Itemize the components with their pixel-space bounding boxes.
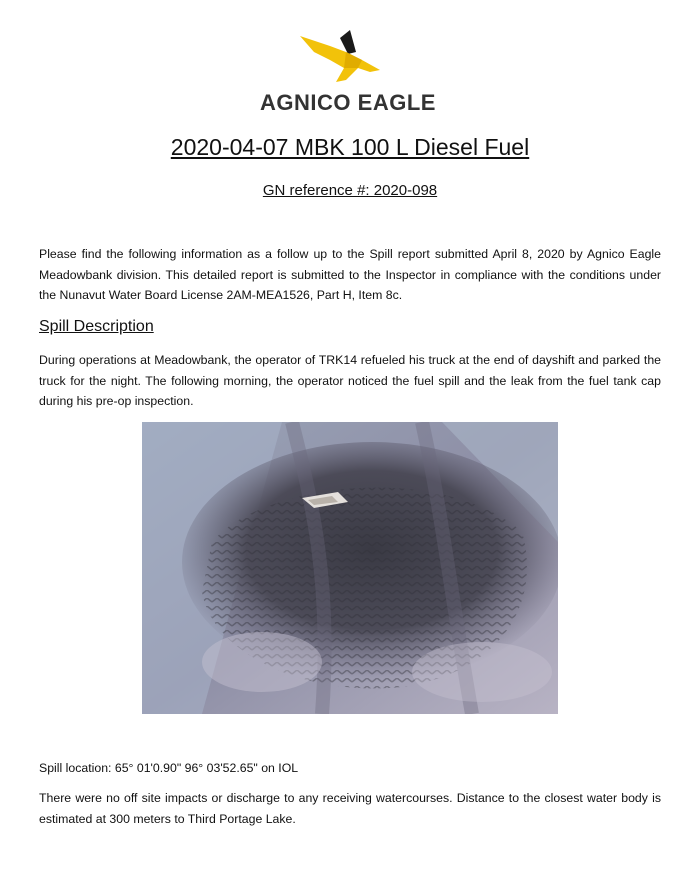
gn-reference: GN reference #: 2020-098 [262, 182, 438, 199]
company-logo [258, 30, 438, 120]
spill-photo [142, 422, 558, 714]
spill-location: Spill location: 65° 01'0.90" 96° 03'52.65" on IOL [39, 761, 299, 775]
impact-paragraph: There were no off site impacts or discharge to any receiving watercourses. Distance to the closest water body is estimated at 300 meters to Third Portage Lake. [39, 791, 661, 826]
section-heading: Spill Description [39, 318, 154, 335]
company-name: AGNICO EAGLE [260, 90, 436, 115]
description-paragraph: During operations at Meadowbank, the operator of TRK14 refueled his truck at the end of dayshift and parked the truck for the night. The following morning, the operator noticed the fuel spill and the leak from the fuel tank cap during his pre-op inspection. [39, 353, 661, 408]
eagle-logo-icon [300, 30, 396, 90]
intro-paragraph: Please find the following information as a follow up to the Spill report submitted April 8, 2020 by Agnico Eagle Meadowbank division. This detailed report is submitted to the Inspector in compliance with the conditions under the Nunavut Water Board License 2AM-MEA1526, Part H, Item 8c. [39, 247, 661, 302]
document-title: 2020-04-07 MBK 100 L Diesel Fuel [170, 134, 530, 160]
